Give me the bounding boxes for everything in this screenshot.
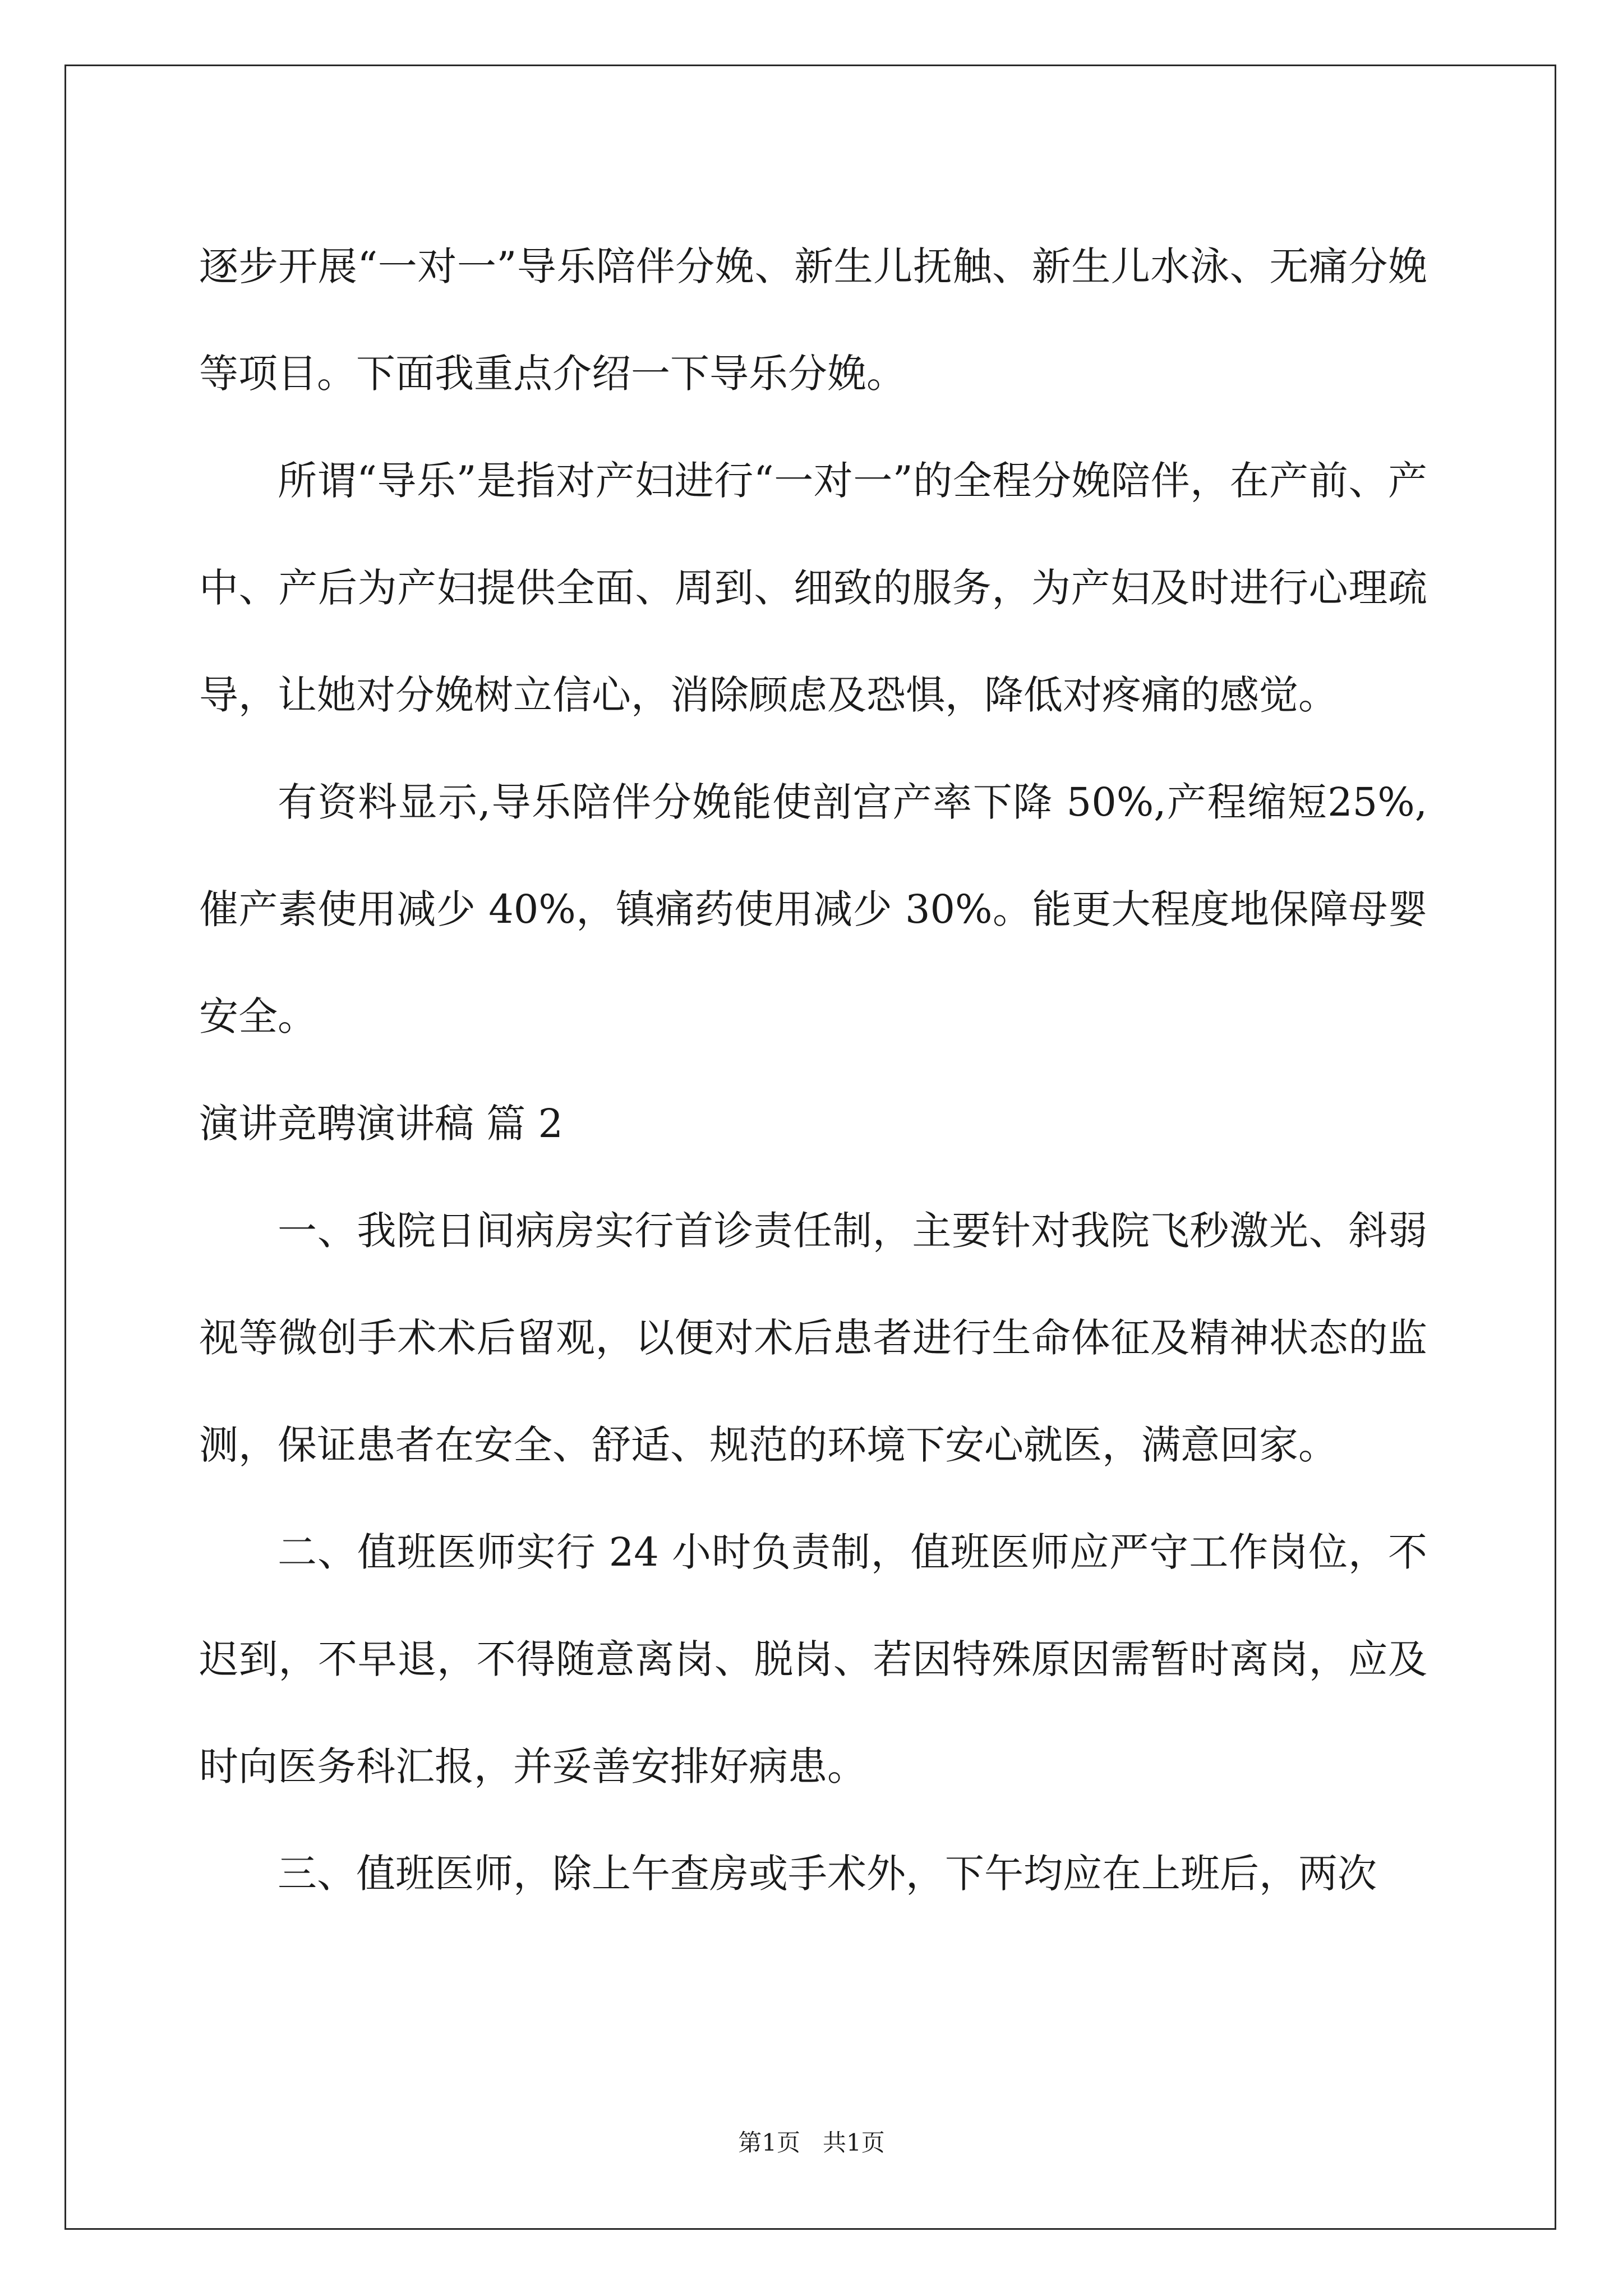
section-paragraph-2: 二、值班医师实行 24 小时负责制，值班医师应严守工作岗位，不迟到，不早退，不得随意离岗、脱岗、若因特殊原因需暂时离岗，应及时向医务科汇报，并妥善安排好病患。 bbox=[199, 1529, 1427, 1789]
paragraph-1: 逐步开展“一对一”导乐陪伴分娩、新生儿抚触、新生儿水泳、无痛分娩等项目。下面我重点介绍一下导乐分娩。 bbox=[199, 243, 1427, 397]
section-heading: 演讲竞聘演讲稿 篇 2 bbox=[199, 1101, 564, 1147]
page-footer bbox=[0, 2126, 1623, 2160]
section-paragraph-3: 三、值班医师，除上午查房或手术外，下午均应在上班后，两次 bbox=[278, 1851, 1377, 1897]
paragraph-2: 所谓“导乐”是指对产妇进行“一对一”的全程分娩陪伴，在产前、产中、产后为产妇提供全面、周到、细致的服务，为产妇及时进行心理疏导，让她对分娩树立信心，消除顾虑及恐惧，降低对疼痛的感觉。 bbox=[199, 458, 1427, 718]
page-number: 第1页 bbox=[738, 2129, 800, 2156]
document-body bbox=[199, 213, 1427, 1927]
section-paragraph-1: 一、我院日间病房实行首诊责任制，主要针对我院飞秒激光、斜弱视等微创手术术后留观，以便对术后患者进行生命体征及精神状态的监测，保证患者在安全、舒适、规范的环境下安心就医，满意回家。 bbox=[199, 1208, 1427, 1468]
page-total: 共1页 bbox=[823, 2129, 885, 2156]
paragraph-3: 有资料显示,导乐陪伴分娩能使剖宫产率下降 50%,产程缩短25%,催产素使用减少 40%，镇痛药使用减少 30%。能更大程度地保障母婴安全。 bbox=[199, 779, 1427, 1039]
